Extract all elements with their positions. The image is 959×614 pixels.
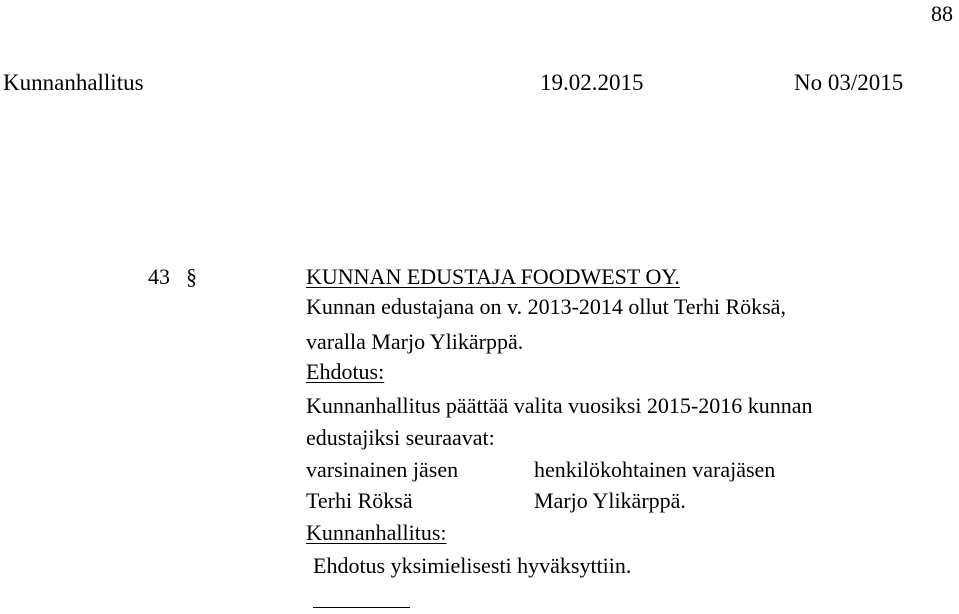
background-text-line-2: varalla Marjo Ylikärppä.	[306, 329, 524, 354]
page-number: 88	[931, 1, 953, 26]
section-end-rule	[313, 607, 410, 608]
header-date: 19.02.2015	[540, 70, 644, 95]
members-col2-value: Marjo Ylikärppä.	[534, 488, 686, 513]
decision-heading: Kunnanhallitus:	[306, 520, 447, 545]
decision-text: Ehdotus yksimielisesti hyväksyttiin.	[313, 553, 632, 578]
section-number: 43	[148, 264, 170, 289]
proposal-heading: Ehdotus:	[306, 359, 385, 384]
section-title: KUNNAN EDUSTAJA FOODWEST OY.	[306, 264, 680, 289]
members-col1-header: varsinainen jäsen	[306, 457, 459, 482]
members-col2-header: henkilökohtainen varajäsen	[534, 457, 776, 482]
members-col1-value: Terhi Röksä	[306, 488, 413, 513]
section-symbol: §	[186, 264, 197, 289]
background-text-line-1: Kunnan edustajana on v. 2013-2014 ollut Terhi Röksä,	[306, 294, 786, 319]
header-protocol-number: No 03/2015	[794, 70, 904, 95]
header-body-name: Kunnanhallitus	[3, 70, 144, 95]
proposal-text-line-1: Kunnanhallitus päättää valita vuosiksi 2015-2016 kunnan	[306, 393, 813, 418]
proposal-text-line-2: edustajiksi seuraavat:	[306, 425, 495, 450]
